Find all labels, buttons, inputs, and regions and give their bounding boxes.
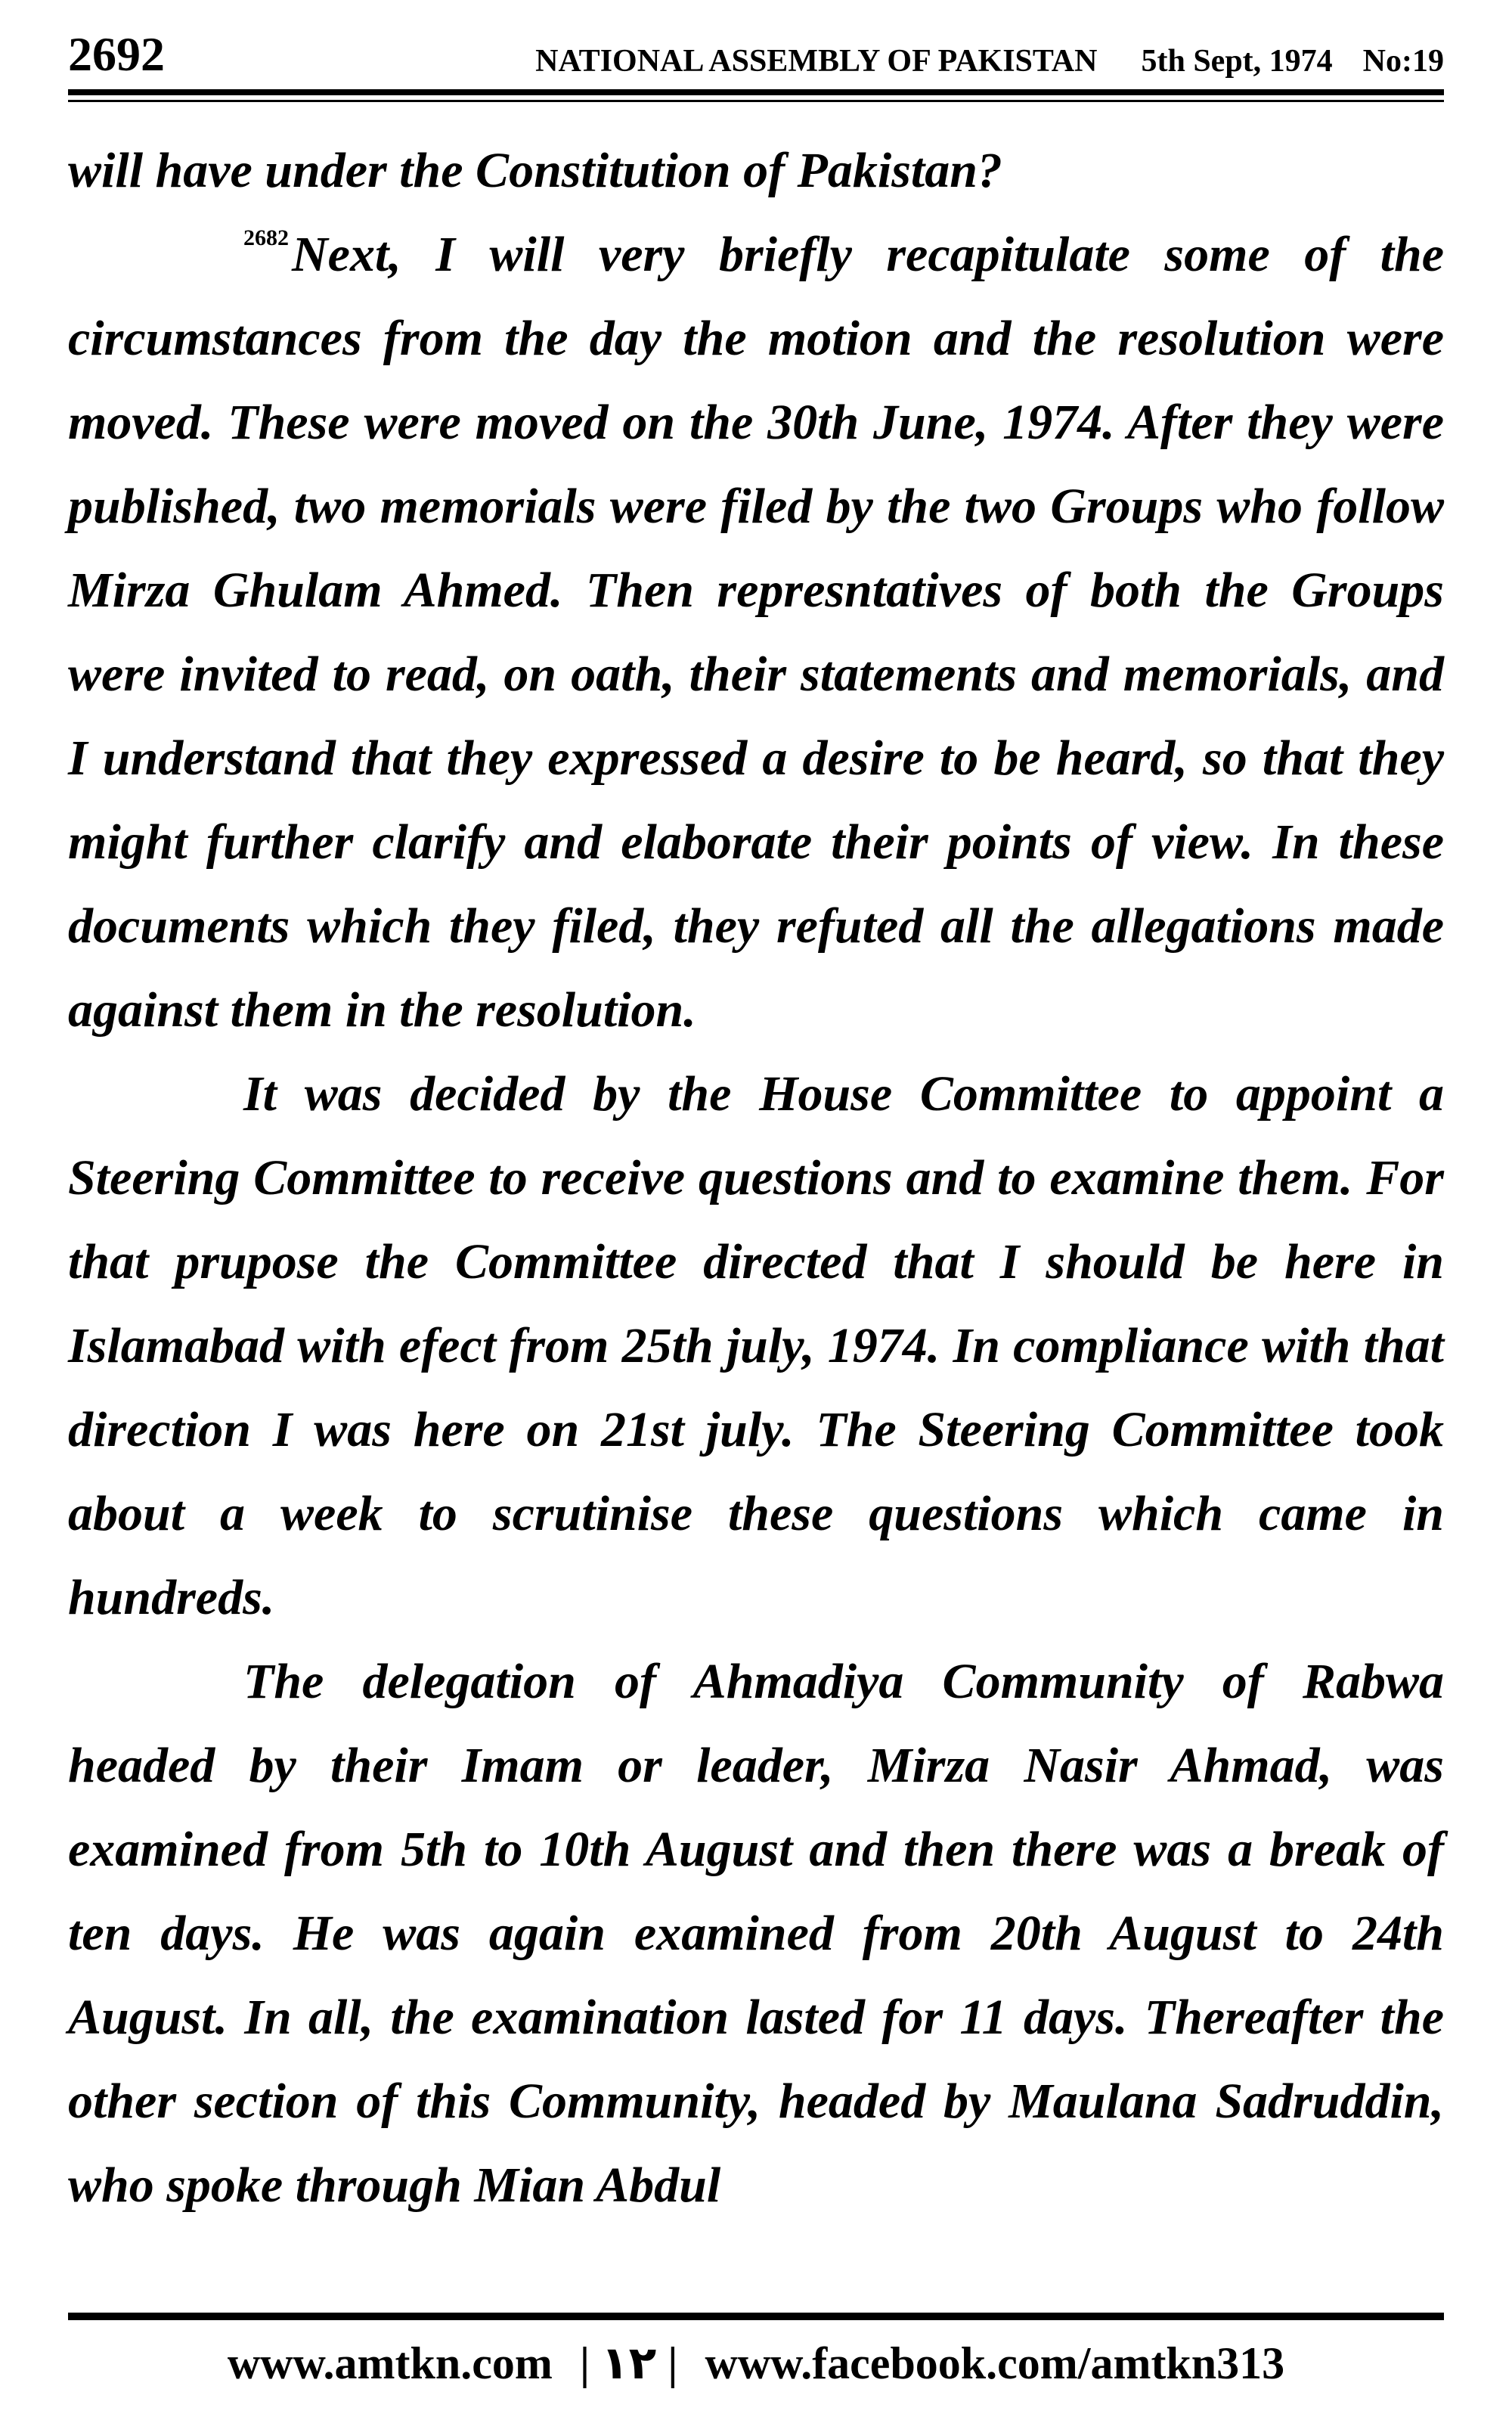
facebook-link[interactable]: www.facebook.com/amtkn313 [705,2338,1285,2388]
issue-number: No:19 [1362,44,1444,79]
footer-separator: | ۱۲ | [579,2337,678,2390]
publication-title: NATIONAL ASSEMBLY OF PAKISTAN [535,44,1098,79]
paragraph-2-text: Next, I will very briefly recapitulate some of the circumstances from the day the motion and the resolution were moved. These were moved on the 30th June, 1974. After they were published, two memorials were filed by the two Groups who follow Mirza Ghulam Ahmed. Then represntatives of both the Groups were invited to read, on oath, their statements and memorials, and I understand that they expressed a desire to be heard, so that they might further clarify and elaborate their points of view. In these documents which they filed, they refuted all the allegations made against them in the resolution. [68,227,1444,1038]
paragraph-2 [68,213,1444,1052]
session-date: 5th Sept, 1974 [1141,44,1333,79]
page-footer [68,2333,1444,2394]
document-body [68,129,1444,2227]
paragraph-3: It was decided by the House Committee to appoint a Steering Committee to receive questions and to examine them. For that prupose the Committee directed that I should be here in Islamabad with efect from 25th july, 1974. In compliance with that direction I was here on 21st july. The Steering Committee took about a week to scrutinise these questions which came in hundreds. [68,1066,1444,1625]
running-head [535,45,1444,77]
urdu-page-number: ۱۲ [601,2337,657,2390]
footer-rule [68,2313,1444,2320]
paragraph-4: The delegation of Ahmadiya Community of Rabwa headed by their Imam or leader, Mirza Nasir Ahmad, was examined from 5th to 10th August and then there was a break of ten days. He was again examined from 20th August to 24th August. In all, the examination lasted for 11 days. Thereafter the other section of this Community, headed by Maulana Sadruddin, who spoke through Mian Abdul [68,1654,1444,2213]
website-link[interactable]: www.amtkn.com [227,2338,553,2388]
header-rule-thin [68,100,1444,102]
header-rule-thick [68,89,1444,95]
page-number: 2692 [68,27,165,81]
original-page-reference: 2682 [243,225,289,250]
paragraph-continuation: will have under the Constitution of Pakistan? [68,143,1002,198]
